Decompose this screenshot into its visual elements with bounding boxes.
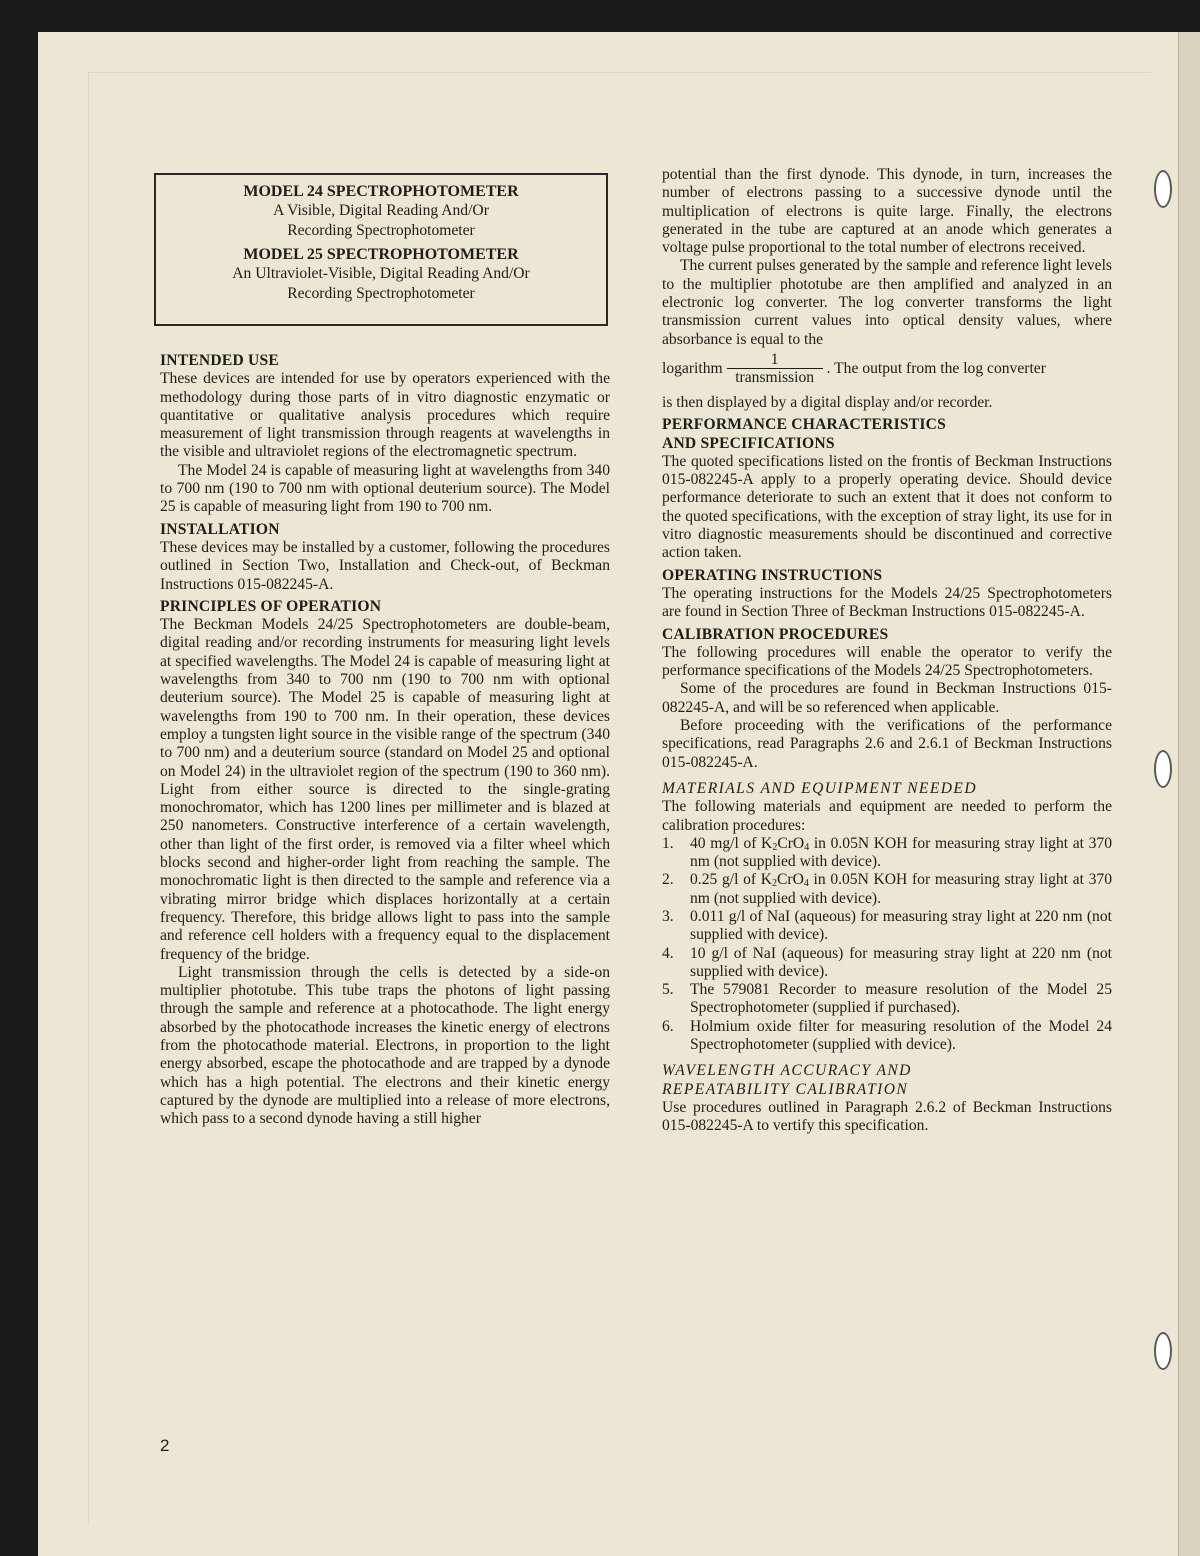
model25-subtitle-line1: An Ultraviolet-Visible, Digital Reading And/Or — [232, 265, 530, 282]
model24-subtitle-line2: Recording Spectrophotometer — [287, 222, 475, 239]
principles-paragraph-3: The current pulses generated by the sample and reference light levels to the multiplier phototube are then amplified and analyzed in an electronic log converter. The log converter transforms the light transmission current values into optical density values, where absorbance is equal to the — [662, 257, 1112, 348]
installation-heading: INSTALLATION — [160, 520, 280, 538]
model25-subtitle-line2: Recording Spectrophotometer — [287, 285, 475, 302]
title-box — [154, 173, 608, 326]
installation-paragraph: These devices may be installed by a customer, following the procedures outlined in Section Two, Installation and Check-out, of Beckman Instructions 015-082245-A. — [160, 538, 610, 593]
right-column — [662, 166, 1112, 1136]
left-column — [160, 352, 610, 1128]
model24-subtitle-line1: A Visible, Digital Reading And/Or — [273, 202, 489, 219]
formula-suffix: . The output from the log converter — [826, 359, 1046, 377]
principles-paragraph-2-continued: potential than the first dynode. This dynode, in turn, increases the number of electrons passing to a successive dynode until the multiplication of electrons is quite large. Finally, the electrons generated in the tube are captured at an anode which generates a voltage pulse proportional to the total number of electrons received. — [662, 166, 1112, 257]
binder-hole-bottom-icon — [1154, 1332, 1172, 1370]
wavelength-paragraph: Use procedures outlined in Paragraph 2.6.2 of Beckman Instructions 015-082245-A to vertify this specification. — [662, 1098, 1112, 1135]
log-formula — [662, 352, 1112, 386]
page-number: 2 — [160, 1436, 170, 1455]
list-item: 2. 0.25 g/l of $K_2CrO_4$ in 0.05N KOH for measuring stray light at 370 nm (not supplied with device). — [662, 871, 1112, 907]
calibration-paragraph-3: Before proceeding with the verifications of the performance specifications, read Paragraphs 2.6 and 2.6.1 of Beckman Instructions 015-082245-A. — [662, 717, 1112, 771]
operating-paragraph: The operating instructions for the Models 24/25 Spectrophotometers are found in Section Three of Beckman Instructions 015-082245-A. — [662, 584, 1112, 621]
materials-heading: MATERIALS AND EQUIPMENT NEEDED — [662, 779, 978, 797]
principles-paragraph-2: Light transmission through the cells is detected by a side-on multiplier phototube. This tube traps the photons of light passing through the sample and reference at a photocathode. The light energy absorbed by the photocathode increases the kinetic energy of electrons from the photocathode material. Electrons, in proportion to the light energy absorbed, escape the photocathode and are trapped by a dynode which has a high potential. The electrons and their kinetic energy captured by the dynode are multiplied into a release of more electrons, which pass to a second dynode having a still higher — [160, 963, 610, 1128]
formula-fraction — [727, 352, 823, 386]
list-item: 1. 40 mg/l of $K_2CrO_4$ in 0.05N KOH for measuring stray light at 370 nm (not supplied with device). — [662, 834, 1112, 871]
performance-heading-line1: PERFORMANCE CHARACTERISTICS — [662, 416, 946, 434]
performance-paragraph: The quoted specifications listed on the frontis of Beckman Instructions 015-082245-A apply to a properly operating device. Should device performance deteriorate to such an extent that it does not conform to the quoted specifications, with the exception of stray light, its use for in vitro diagnostic measurements should be discontinued and corrective action taken. — [662, 452, 1112, 562]
intended-use-paragraph-1: These devices are intended for use by operators experienced with the methodology during those parts of in vitro diagnostic enzymatic or quantitative or qualitative analysis procedures which require measurement of light transmission through reagents at wavelengths in the visible and ultraviolet regions of the electromagnetic spectrum. — [160, 370, 610, 461]
formula-numerator: 1 — [727, 352, 823, 369]
list-item: 4. 10 g/l of NaI (aqueous) for measuring stray light at 220 nm (not supplied with device). — [662, 944, 1112, 980]
model25-title: MODEL 25 SPECTROPHOTOMETER — [243, 246, 519, 263]
principles-heading: PRINCIPLES OF OPERATION — [160, 597, 382, 615]
performance-heading-line2: AND SPECIFICATIONS — [662, 434, 835, 452]
binder-hole-middle-icon — [1154, 750, 1172, 788]
materials-list — [662, 835, 1112, 1055]
binder-hole-top-icon — [1154, 170, 1172, 208]
principles-paragraph-1: The Beckman Models 24/25 Spectrophotometers are double-beam, digital reading and/or recording instruments for measuring light levels at specified wavelengths. The Model 24 is capable of measuring light at wavelengths from 340 to 700 nm (190 to 700 nm with optional deuterium source). The Model 25 is capable of measuring light at wavelengths from 190 to 700 nm. In their operation, these devices employ a tungsten light source in the visible range of the spectrum (340 to 700 nm) and a deuterium source (standard on Model 25 and optional on Model 24) in the ultraviolet region of the spectrum (190 to 360 nm). Light from either source is directed to the single-grating monochromator, which has 1200 lines per millimeter and is blazed at 250 nanometers. Constructive interference of a certain wavelength, other than light of the first order, is removed via a filter wheel which blocks second and higher-order light from reaching the sample. The monochromatic light is then directed to the sample and reference via a vibrating mirror bridge which displaces horizontally at a certain frequency. Therefore, this bridge allows light to pass into the sample and reference cell holders with a frequency equal to the displacement frequency of the bridge. — [160, 616, 610, 963]
next-page-edge — [1178, 32, 1200, 1556]
materials-intro: The following materials and equipment are needed to perform the calibration procedures: — [662, 798, 1112, 834]
formula-denominator: transmission — [735, 368, 815, 386]
calibration-heading: CALIBRATION PROCEDURES — [662, 625, 889, 643]
calibration-paragraph-1: The following procedures will enable the operator to verify the performance specifications of the Models 24/25 Spectrophotometers. — [662, 643, 1112, 680]
calibration-paragraph-2: Some of the procedures are found in Beckman Instructions 015-082245-A, and will be so referenced when applicable. — [662, 680, 1112, 716]
wavelength-heading-line2: REPEATABILITY CALIBRATION — [662, 1080, 909, 1098]
intended-use-paragraph-2: The Model 24 is capable of measuring light at wavelengths from 340 to 700 nm (190 to 700 nm with optional deuterium source). The Model 25 is capable of measuring light from 190 to 700 nm. — [160, 461, 610, 516]
list-item: 5. The 579081 Recorder to measure resolution of the Model 25 Spectrophotometer (supplied if purchased). — [662, 981, 1112, 1017]
list-item: 6. Holmium oxide filter for measuring resolution of the Model 24 Spectrophotometer (supplied with device). — [662, 1017, 1112, 1054]
list-item: 3. 0.011 g/l of NaI (aqueous) for measuring stray light at 220 nm (not supplied with device). — [662, 907, 1112, 944]
operating-heading: OPERATING INSTRUCTIONS — [662, 566, 883, 584]
principles-paragraph-3-end: is then displayed by a digital display and/or recorder. — [662, 393, 993, 411]
intended-use-heading: INTENDED USE — [160, 352, 279, 369]
wavelength-heading-line1: WAVELENGTH ACCURACY AND — [662, 1062, 912, 1080]
model24-title: MODEL 24 SPECTROPHOTOMETER — [243, 183, 519, 200]
formula-prefix: logarithm — [662, 359, 723, 377]
